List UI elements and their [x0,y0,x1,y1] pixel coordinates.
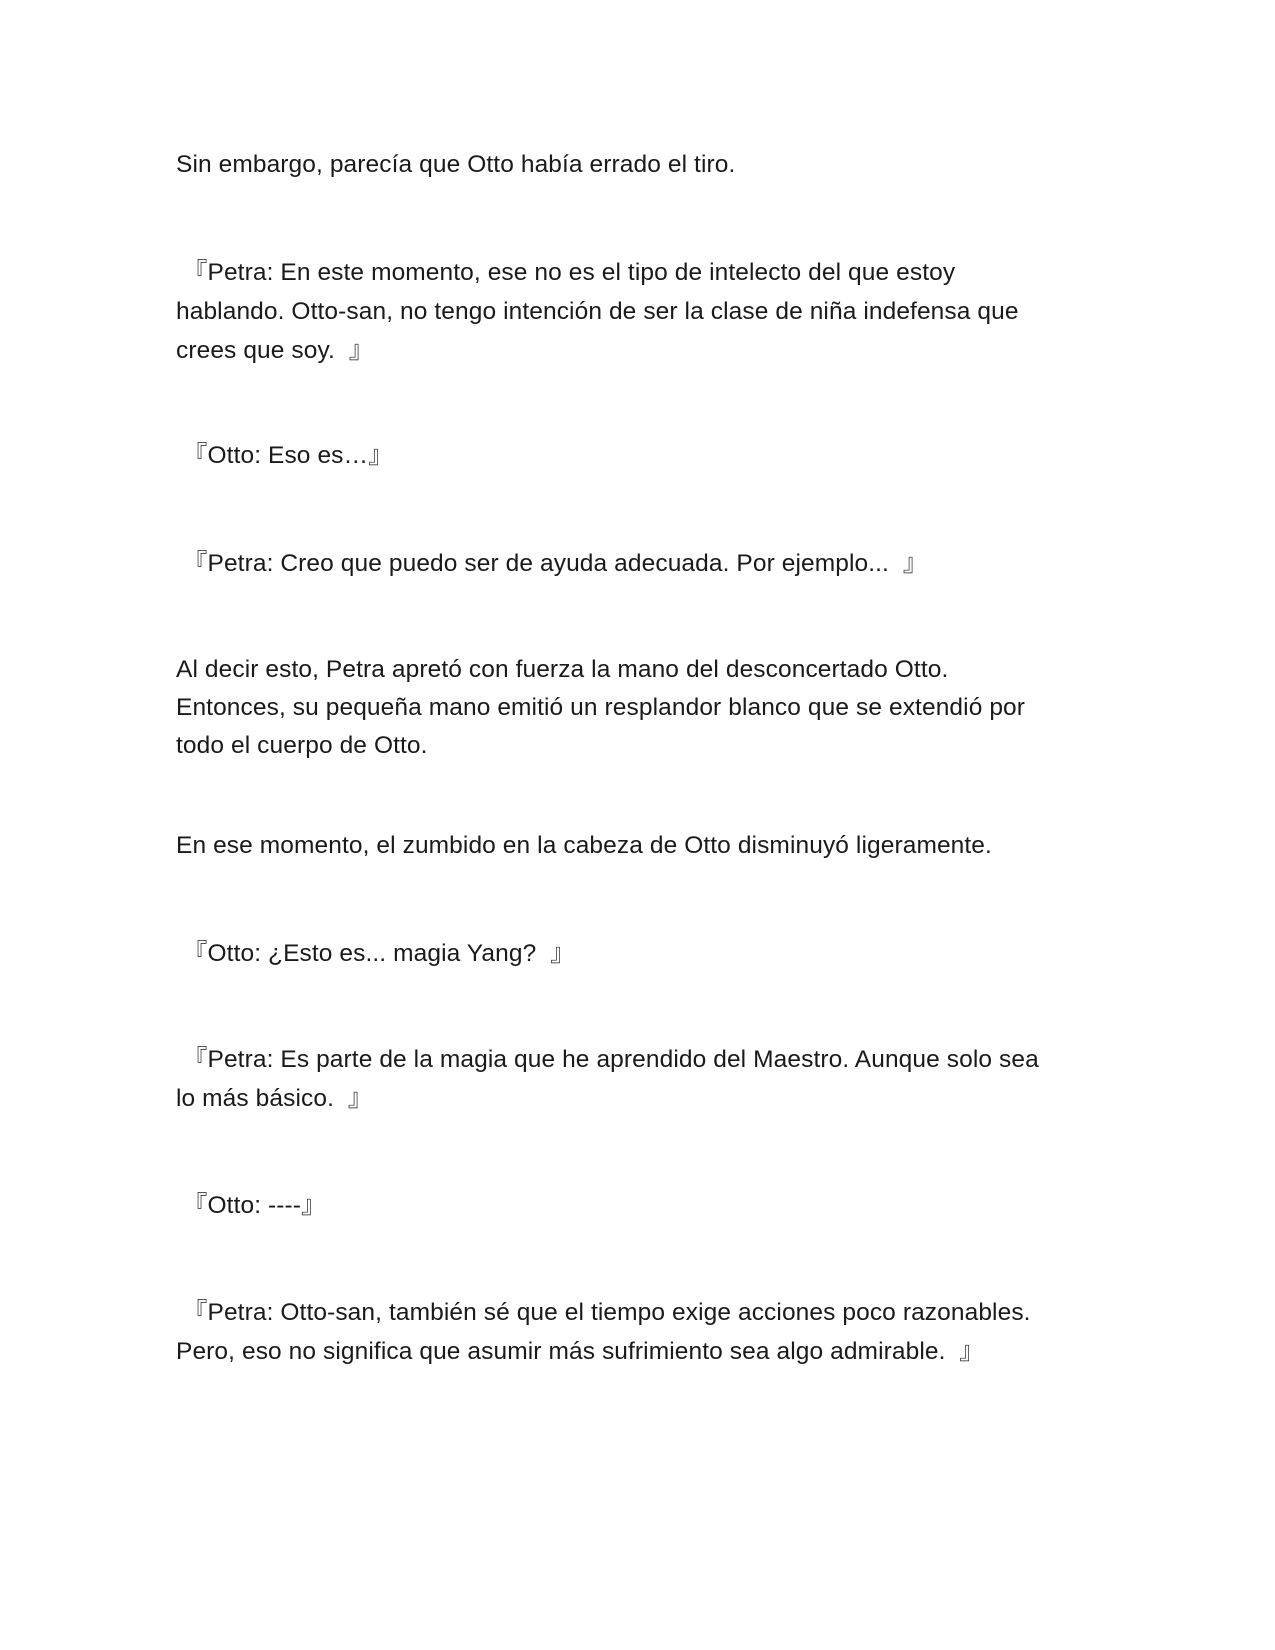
paragraph-5 [176,651,1106,765]
paragraph-6 [176,826,1106,865]
paragraph-line: 『Otto: Eso es…』 [176,442,393,469]
paragraph-line: 『Petra: Creo que puedo ser de ayuda adecuada. Por ejemplo... 』 [176,550,928,577]
paragraph-line: 『Petra: Otto-san, también sé que el tiempo exige acciones poco razonables. [176,1299,1031,1326]
paragraph-line: Entonces, su pequeña mano emitió un resplandor blanco que se extendió por [176,694,1026,721]
paragraph-line: crees que soy. 』 [176,337,374,364]
paragraph-line: hablando. Otto-san, no tengo intención de ser la clase de niña indefensa que [176,298,1019,325]
paragraph-line: 『Otto: ----』 [176,1192,326,1219]
paragraph-7 [176,934,1106,973]
paragraph-line: Sin embargo, parecía que Otto había errado el tiro. [176,151,736,178]
paragraph-10 [176,1293,1106,1371]
paragraph-line: En ese momento, el zumbido en la cabeza de Otto disminuyó ligeramente. [176,832,992,859]
paragraph-line: 『Petra: Es parte de la magia que he aprendido del Maestro. Aunque solo sea [176,1046,1039,1073]
paragraph-3 [176,436,1106,475]
paragraph-line: 『Petra: En este momento, ese no es el tipo de intelecto del que estoy [176,259,956,286]
paragraph-line: Pero, eso no significa que asumir más sufrimiento sea algo admirable. 』 [176,1338,984,1365]
paragraph-8 [176,1040,1106,1118]
paragraph-4 [176,544,1106,583]
paragraph-2 [176,253,1106,370]
paragraph-line: 『Otto: ¿Esto es... magia Yang? 』 [176,940,575,967]
paragraph-1 [176,145,1106,184]
paragraph-line: lo más básico. 』 [176,1085,373,1112]
paragraph-line: Al decir esto, Petra apretó con fuerza la mano del desconcertado Otto. [176,656,949,683]
paragraph-line: todo el cuerpo de Otto. [176,732,428,759]
paragraph-9 [176,1186,1106,1225]
